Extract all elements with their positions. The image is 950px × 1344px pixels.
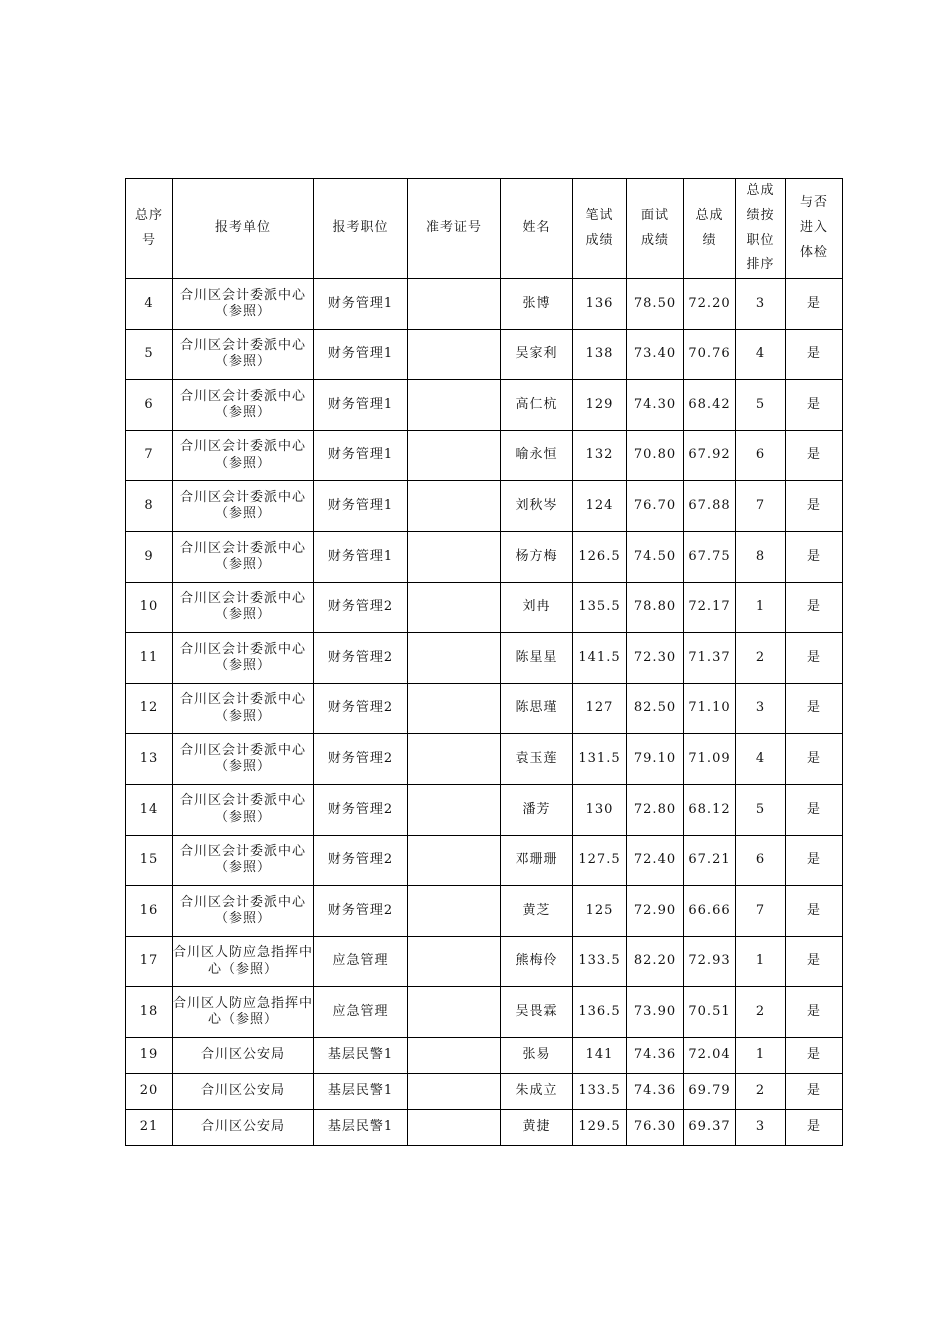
cell-position: 财务管理1 [314, 279, 408, 330]
cell-total: 68.12 [684, 784, 736, 835]
header-ticket: 准考证号 [408, 179, 501, 279]
cell-name: 张易 [501, 1037, 573, 1073]
cell-total: 67.88 [684, 481, 736, 532]
cell-position: 财务管理2 [314, 734, 408, 785]
cell-unit: 合川区会计委派中心（参照） [173, 329, 314, 380]
cell-position: 财务管理2 [314, 784, 408, 835]
cell-written: 132 [573, 430, 627, 481]
header-interview-text: 面试 成绩 [640, 207, 669, 248]
cell-total: 69.37 [684, 1109, 736, 1145]
cell-ticket [408, 481, 501, 532]
cell-rank: 2 [736, 633, 786, 684]
cell-exam: 是 [786, 987, 843, 1038]
cell-exam: 是 [786, 430, 843, 481]
cell-position: 应急管理 [314, 987, 408, 1038]
cell-ticket [408, 582, 501, 633]
cell-written: 130 [573, 784, 627, 835]
table-row [126, 481, 843, 532]
header-name: 姓名 [501, 179, 573, 279]
cell-name: 陈思瑾 [501, 683, 573, 734]
cell-interview: 72.80 [627, 784, 684, 835]
cell-name: 朱成立 [501, 1073, 573, 1109]
cell-exam: 是 [786, 531, 843, 582]
cell-rank: 8 [736, 531, 786, 582]
cell-ticket [408, 329, 501, 380]
header-written-text: 笔试 成绩 [585, 207, 614, 248]
cell-seq: 8 [126, 481, 173, 532]
header-seq-text: 总序 号 [134, 207, 163, 248]
cell-rank: 5 [736, 380, 786, 431]
cell-interview: 72.40 [627, 835, 684, 886]
cell-position: 财务管理1 [314, 481, 408, 532]
cell-rank: 3 [736, 1109, 786, 1145]
cell-interview: 72.30 [627, 633, 684, 684]
cell-position: 财务管理1 [314, 430, 408, 481]
cell-exam: 是 [786, 936, 843, 987]
cell-unit: 合川区会计委派中心（参照） [173, 784, 314, 835]
cell-seq: 14 [126, 784, 173, 835]
cell-seq: 20 [126, 1073, 173, 1109]
table-row [126, 329, 843, 380]
cell-rank: 7 [736, 886, 786, 937]
cell-unit: 合川区公安局 [173, 1037, 314, 1073]
cell-interview: 74.30 [627, 380, 684, 431]
cell-written: 133.5 [573, 936, 627, 987]
cell-interview: 76.30 [627, 1109, 684, 1145]
cell-rank: 2 [736, 1073, 786, 1109]
table-row [126, 835, 843, 886]
cell-interview: 70.80 [627, 430, 684, 481]
cell-ticket [408, 1037, 501, 1073]
cell-exam: 是 [786, 1073, 843, 1109]
cell-unit: 合川区会计委派中心（参照） [173, 633, 314, 684]
cell-rank: 7 [736, 481, 786, 532]
cell-position: 应急管理 [314, 936, 408, 987]
cell-ticket [408, 784, 501, 835]
table-row [126, 531, 843, 582]
cell-unit: 合川区会计委派中心（参照） [173, 279, 314, 330]
header-rank [736, 179, 786, 279]
cell-total: 67.92 [684, 430, 736, 481]
header-unit: 报考单位 [173, 179, 314, 279]
cell-written: 138 [573, 329, 627, 380]
cell-name: 黄捷 [501, 1109, 573, 1145]
cell-ticket [408, 1073, 501, 1109]
cell-total: 71.10 [684, 683, 736, 734]
table-row [126, 279, 843, 330]
cell-seq: 10 [126, 582, 173, 633]
cell-total: 72.04 [684, 1037, 736, 1073]
cell-interview: 82.20 [627, 936, 684, 987]
cell-total: 70.51 [684, 987, 736, 1038]
cell-interview: 74.50 [627, 531, 684, 582]
cell-ticket [408, 1109, 501, 1145]
cell-ticket [408, 683, 501, 734]
cell-rank: 1 [736, 1037, 786, 1073]
cell-rank: 1 [736, 582, 786, 633]
cell-ticket [408, 430, 501, 481]
cell-total: 70.76 [684, 329, 736, 380]
cell-interview: 74.36 [627, 1073, 684, 1109]
cell-written: 126.5 [573, 531, 627, 582]
cell-ticket [408, 734, 501, 785]
cell-written: 141.5 [573, 633, 627, 684]
cell-name: 吴畏霖 [501, 987, 573, 1038]
table-row [126, 582, 843, 633]
cell-rank: 5 [736, 784, 786, 835]
cell-unit: 合川区人防应急指挥中心（参照） [173, 936, 314, 987]
cell-seq: 11 [126, 633, 173, 684]
cell-name: 刘冉 [501, 582, 573, 633]
table-row [126, 987, 843, 1038]
cell-interview: 74.36 [627, 1037, 684, 1073]
cell-total: 69.79 [684, 1073, 736, 1109]
cell-unit: 合川区公安局 [173, 1073, 314, 1109]
cell-interview: 79.10 [627, 734, 684, 785]
header-interview [627, 179, 684, 279]
cell-exam: 是 [786, 784, 843, 835]
cell-unit: 合川区会计委派中心（参照） [173, 886, 314, 937]
cell-position: 基层民警1 [314, 1109, 408, 1145]
cell-exam: 是 [786, 481, 843, 532]
cell-exam: 是 [786, 886, 843, 937]
header-row [126, 179, 843, 279]
cell-seq: 19 [126, 1037, 173, 1073]
cell-name: 杨方梅 [501, 531, 573, 582]
cell-ticket [408, 633, 501, 684]
cell-unit: 合川区人防应急指挥中心（参照） [173, 987, 314, 1038]
cell-position: 财务管理2 [314, 633, 408, 684]
cell-interview: 73.90 [627, 987, 684, 1038]
cell-unit: 合川区会计委派中心（参照） [173, 380, 314, 431]
results-table [125, 178, 843, 1146]
cell-ticket [408, 380, 501, 431]
cell-interview: 82.50 [627, 683, 684, 734]
table-row [126, 886, 843, 937]
cell-unit: 合川区会计委派中心（参照） [173, 430, 314, 481]
cell-unit: 合川区公安局 [173, 1109, 314, 1145]
cell-written: 141 [573, 1037, 627, 1073]
cell-position: 财务管理1 [314, 380, 408, 431]
cell-exam: 是 [786, 582, 843, 633]
table-row [126, 784, 843, 835]
cell-seq: 16 [126, 886, 173, 937]
cell-position: 基层民警1 [314, 1037, 408, 1073]
cell-unit: 合川区会计委派中心（参照） [173, 582, 314, 633]
cell-written: 129 [573, 380, 627, 431]
cell-exam: 是 [786, 380, 843, 431]
table-row [126, 734, 843, 785]
cell-seq: 6 [126, 380, 173, 431]
table-row [126, 1109, 843, 1145]
cell-written: 135.5 [573, 582, 627, 633]
cell-written: 136 [573, 279, 627, 330]
cell-position: 基层民警1 [314, 1073, 408, 1109]
cell-name: 袁玉莲 [501, 734, 573, 785]
table-row [126, 430, 843, 481]
cell-exam: 是 [786, 1109, 843, 1145]
cell-total: 72.20 [684, 279, 736, 330]
cell-written: 131.5 [573, 734, 627, 785]
cell-exam: 是 [786, 279, 843, 330]
table-row [126, 1037, 843, 1073]
cell-seq: 5 [126, 329, 173, 380]
cell-name: 刘秋岑 [501, 481, 573, 532]
cell-total: 67.21 [684, 835, 736, 886]
cell-interview: 73.40 [627, 329, 684, 380]
header-exam [786, 179, 843, 279]
table-row [126, 683, 843, 734]
header-exam-text: 与否 进入 体检 [799, 195, 828, 260]
cell-total: 66.66 [684, 886, 736, 937]
cell-name: 陈星星 [501, 633, 573, 684]
header-total-text: 总成 绩 [695, 207, 724, 248]
header-written [573, 179, 627, 279]
header-rank-text: 总成 绩按 职位 排序 [746, 183, 775, 273]
cell-interview: 78.80 [627, 582, 684, 633]
cell-position: 财务管理2 [314, 683, 408, 734]
cell-ticket [408, 987, 501, 1038]
header-position: 报考职位 [314, 179, 408, 279]
cell-written: 127 [573, 683, 627, 734]
cell-written: 125 [573, 886, 627, 937]
cell-written: 124 [573, 481, 627, 532]
cell-exam: 是 [786, 734, 843, 785]
cell-exam: 是 [786, 835, 843, 886]
cell-total: 71.09 [684, 734, 736, 785]
cell-position: 财务管理2 [314, 886, 408, 937]
cell-position: 财务管理1 [314, 531, 408, 582]
cell-ticket [408, 531, 501, 582]
cell-ticket [408, 279, 501, 330]
cell-total: 72.93 [684, 936, 736, 987]
cell-name: 潘芳 [501, 784, 573, 835]
cell-rank: 4 [736, 329, 786, 380]
cell-unit: 合川区会计委派中心（参照） [173, 835, 314, 886]
cell-name: 熊梅伶 [501, 936, 573, 987]
cell-interview: 78.50 [627, 279, 684, 330]
cell-written: 127.5 [573, 835, 627, 886]
table-row [126, 380, 843, 431]
cell-name: 邓珊珊 [501, 835, 573, 886]
cell-seq: 13 [126, 734, 173, 785]
cell-total: 72.17 [684, 582, 736, 633]
cell-name: 高仁杭 [501, 380, 573, 431]
cell-seq: 12 [126, 683, 173, 734]
cell-unit: 合川区会计委派中心（参照） [173, 683, 314, 734]
table-row [126, 1073, 843, 1109]
cell-seq: 9 [126, 531, 173, 582]
cell-rank: 6 [736, 430, 786, 481]
cell-unit: 合川区会计委派中心（参照） [173, 531, 314, 582]
cell-seq: 17 [126, 936, 173, 987]
cell-seq: 4 [126, 279, 173, 330]
cell-interview: 76.70 [627, 481, 684, 532]
cell-written: 133.5 [573, 1073, 627, 1109]
cell-rank: 4 [736, 734, 786, 785]
cell-total: 71.37 [684, 633, 736, 684]
table-row [126, 936, 843, 987]
cell-position: 财务管理1 [314, 329, 408, 380]
cell-interview: 72.90 [627, 886, 684, 937]
cell-rank: 2 [736, 987, 786, 1038]
cell-ticket [408, 835, 501, 886]
cell-unit: 合川区会计委派中心（参照） [173, 734, 314, 785]
cell-exam: 是 [786, 329, 843, 380]
cell-position: 财务管理2 [314, 582, 408, 633]
cell-rank: 3 [736, 279, 786, 330]
cell-name: 黄芝 [501, 886, 573, 937]
cell-total: 67.75 [684, 531, 736, 582]
cell-position: 财务管理2 [314, 835, 408, 886]
cell-rank: 3 [736, 683, 786, 734]
cell-total: 68.42 [684, 380, 736, 431]
cell-unit: 合川区会计委派中心（参照） [173, 481, 314, 532]
cell-rank: 6 [736, 835, 786, 886]
cell-seq: 18 [126, 987, 173, 1038]
cell-rank: 1 [736, 936, 786, 987]
cell-exam: 是 [786, 683, 843, 734]
cell-name: 吴家利 [501, 329, 573, 380]
table-row [126, 633, 843, 684]
cell-written: 136.5 [573, 987, 627, 1038]
header-total [684, 179, 736, 279]
cell-ticket [408, 936, 501, 987]
cell-exam: 是 [786, 633, 843, 684]
cell-exam: 是 [786, 1037, 843, 1073]
cell-written: 129.5 [573, 1109, 627, 1145]
cell-seq: 21 [126, 1109, 173, 1145]
cell-ticket [408, 886, 501, 937]
cell-seq: 15 [126, 835, 173, 886]
cell-name: 张博 [501, 279, 573, 330]
cell-name: 喻永恒 [501, 430, 573, 481]
header-seq [126, 179, 173, 279]
cell-seq: 7 [126, 430, 173, 481]
